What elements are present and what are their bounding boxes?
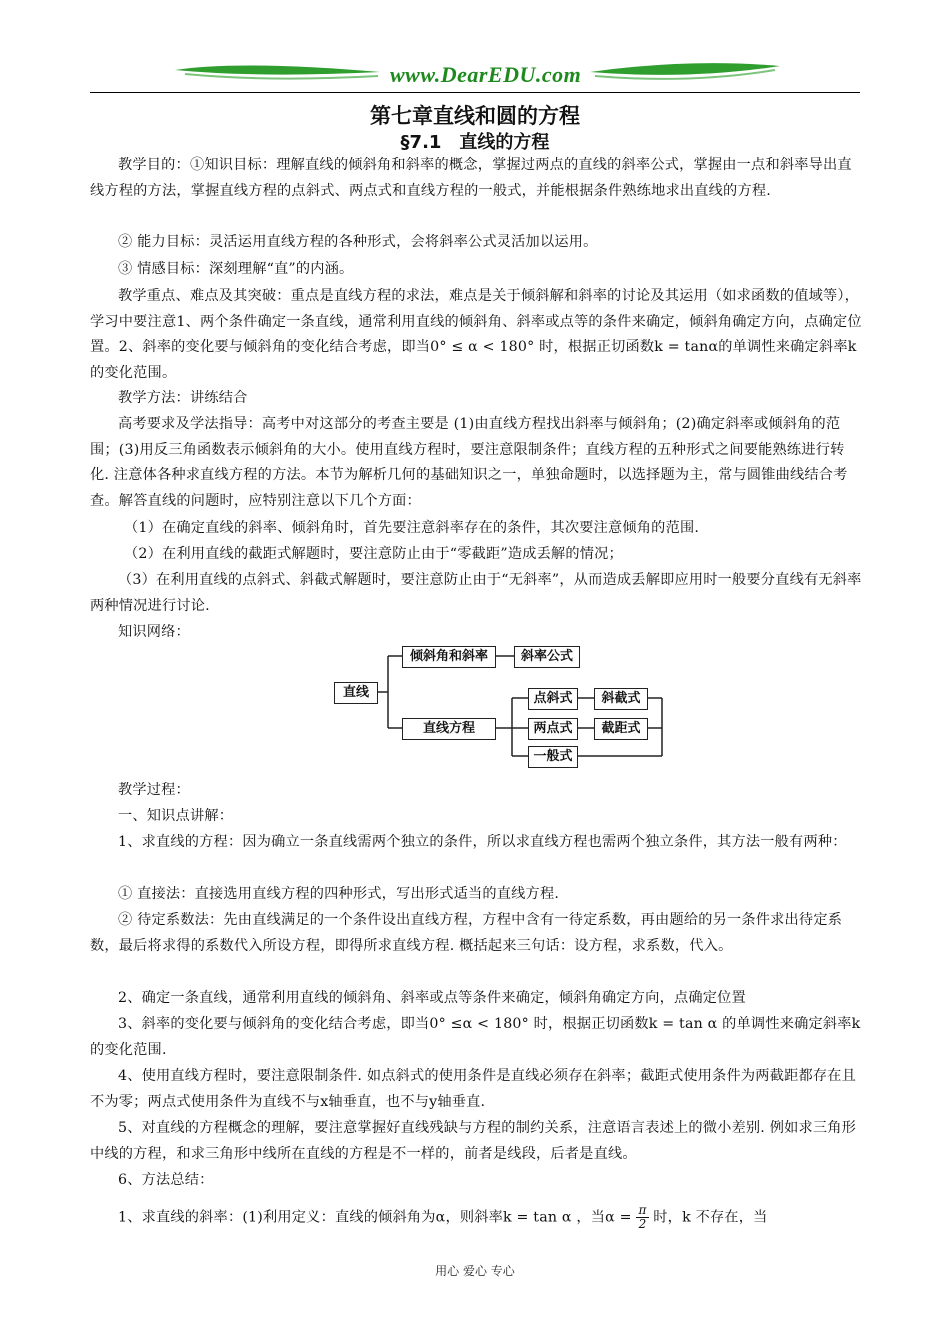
item-1: 1、求直线的方程：因为确立一条直线需两个独立的条件，所以求直线方程也需两个独立条件，其方法一般有两种： [118,834,847,850]
section-knowledge-points: 一、知识点讲解： [118,808,234,824]
slope-method-tail: 时，k 不存在，当 [653,1209,768,1226]
node-general: 一般式 [528,746,578,768]
item-5: 5、对直线的方程概念的理解，要注意掌握好直线残缺与方程的制约关系，注意语言表述上的微小差别. 例如求三角形中线的方程，和求三角形中线所在直线的方程是不一样的，前者是线段，后者是直线。 [90,1120,857,1162]
section-title: §7.1 直线的方程 [400,132,550,153]
note-2: （2）在利用直线的截距式解题时，要注意防止由于“零截距”造成丢解的情况； [124,546,623,562]
item-6: 6、方法总结： [118,1172,214,1188]
undetermined-coefficients: ② 待定系数法：先由直线满足的一个条件设出直线方程，方程中含有一待定系数，再由题给的另一条件求出待定系数，最后将求得的系数代入所设方程，即得所求直线方程. 概括起来三句话：设方程，求系数，代入。 [90,912,843,954]
knowledge-network-diagram [330,638,670,774]
fraction-numerator: π [638,1203,647,1217]
ability-goal: ② 能力目标：灵活运用直线方程的各种形式，会将斜率公式灵活加以运用。 [118,234,598,250]
item-4: 4、使用直线方程时，要注意限制条件. 如点斜式的使用条件是直线必须存在斜率；截距式使用条件为两截距都存在且不为零；两点式使用条件为直线不与x轴垂直，也不与y轴垂直. [90,1068,857,1110]
node-angle-slope: 倾斜角和斜率 [402,646,496,668]
knowledge-network-label: 知识网络： [118,624,190,640]
teaching-goal: 教学目的：①知识目标：理解直线的倾斜角和斜率的概念，掌握过两点的直线的斜率公式，掌握由一点和斜率导出直线方程的方法，掌握直线方程的点斜式、两点式和直线方程的一般式，并能根据条件熟练地求出直线的方程. [90,157,852,199]
pi-over-two [636,1204,648,1231]
node-line-equation: 直线方程 [402,718,496,740]
slope-method-text: 1、求直线的斜率：(1)利用定义：直线的倾斜角为α，则斜率k = tan α ，当α = [118,1209,632,1226]
node-line: 直线 [334,682,378,704]
item-3: 3、斜率的变化要与倾斜角的变化结合考虑，即当0° ≤α < 180° 时，根据正切函数k = tan α 的单调性来确定斜率k的变化范围. [90,1016,861,1058]
chapter-title: 第七章直线和圆的方程 [370,104,580,128]
node-slope-formula: 斜率公式 [514,646,580,668]
node-intercept: 截距式 [594,718,648,740]
node-point-slope: 点斜式 [528,688,578,710]
teaching-method: 教学方法：讲练结合 [118,390,248,406]
item-2: 2、确定一条直线，通常利用直线的倾斜角、斜率或点等条件来确定，倾斜角确定方向，点确定位置 [118,990,746,1006]
exam-requirements: 高考要求及学法指导：高考中对这部分的考查主要是 (1)由直线方程找出斜率与倾斜角；(2)确定斜率或倾斜角的范围；(3)用反三角函数表示倾斜角的大小。使用直线方程时，要注意限制条件；直线方程的五种形式之间要能熟练进行转化. 注意体各种求直线方程的方法。本节为解析几何的基础知识之一，单独命题时，以选择题为主，常与圆锥曲线结合考查。解答直线的问题时，应特别注意以下几个方面： [90,416,848,509]
page-footer: 用心 爱心 专心 [435,1264,515,1278]
emotion-goal: ③ 情感目标：深刻理解“直”的内涵。 [118,261,354,277]
node-two-point: 两点式 [528,718,578,740]
key-points: 教学重点、难点及其突破：重点是直线方程的求法，难点是关于倾斜解和斜率的讨论及其运用（如求函数的值域等），学习中要注意1、两个条件确定一条直线，通常利用直线的倾斜角、斜率或点等的条件来确定，倾斜角确定方向，点确定位置。2、斜率的变化要与倾斜角的变化结合考虑，即当0° ≤ α < 180° 时，根据正切函数k = tanα的单调性来确定斜率k的变化范围。 [90,288,862,381]
teaching-process: 教学过程： [118,782,190,798]
fraction-denominator: 2 [638,1217,647,1231]
slope-method [90,1204,890,1231]
site-banner [90,58,860,92]
note-1: （1）在确定直线的斜率、倾斜角时，首先要注意斜率存在的条件，其次要注意倾角的范围. [124,520,700,536]
header-rule [90,92,860,93]
site-url: www.DearEDU.com [390,62,582,87]
note-3: （3）在利用直线的点斜式、斜截式解题时，要注意防止由于“无斜率”，从而造成丢解即应用时一般要分直线有无斜率两种情况进行讨论. [90,572,862,614]
node-slope-intercept: 斜截式 [594,688,648,710]
direct-method: ① 直接法：直接选用直线方程的四种形式，写出形式适当的直线方程. [118,886,560,902]
